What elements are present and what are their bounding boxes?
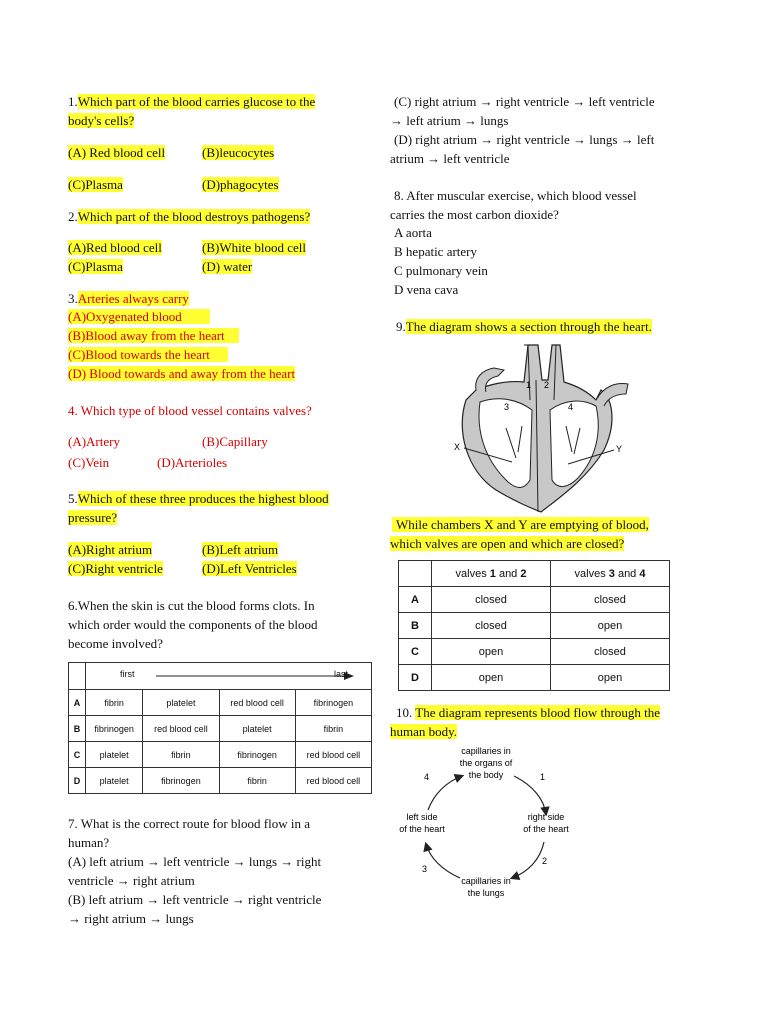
q7-text-2: human? <box>68 835 110 850</box>
q9-header-row <box>399 561 670 587</box>
arrow-label-3: 3 <box>422 864 428 874</box>
q1-line2 <box>68 112 134 129</box>
q4-option-a: (A)Artery <box>68 434 120 449</box>
table-row <box>69 768 372 794</box>
table-cell: fibrinogen <box>86 716 143 742</box>
q8-option-d: D vena cava <box>394 282 459 297</box>
q6-text-2: which order would the components of the blood <box>68 617 318 632</box>
q5-option-c <box>68 560 163 577</box>
q1-a: (A) Red blood cell <box>68 145 166 160</box>
valve-label-2: 2 <box>544 380 550 390</box>
q8-text-2: carries the most carbon dioxide? <box>390 207 559 222</box>
q6-arrow <box>156 671 356 681</box>
chamber-label-y: Y <box>616 444 623 454</box>
table-cell: red blood cell <box>219 690 295 716</box>
q7-option-b-1: (B) left atrium → left ventricle → right ventricle <box>68 892 322 907</box>
header-text: valves <box>574 567 609 580</box>
q8-option-b: B hepatic artery <box>394 244 478 259</box>
q7-option-a-1: (A) left atrium → left ventricle → lungs → right <box>68 854 322 869</box>
table-cell: platelet <box>219 716 295 742</box>
flow-arrow-2 <box>512 842 544 878</box>
q7-option-d-1: (D) right atrium → right ventricle → lungs → left <box>394 132 655 147</box>
q5-d: (D)Left Ventricles <box>202 561 297 576</box>
node-body-capillaries: the body <box>468 770 504 780</box>
q3-c: (C)Blood towards the heart <box>68 347 228 362</box>
row-label: D <box>69 768 86 794</box>
q5-number: 5. <box>68 491 78 506</box>
table-cell: fibrin <box>295 716 371 742</box>
arrow-label-1: 1 <box>540 772 546 782</box>
table-cell: closed <box>551 639 670 665</box>
q3-d: (D) Blood towards and away from the heart <box>68 366 296 381</box>
table-cell: fibrinogen <box>143 768 219 794</box>
arrow-label-2: 2 <box>542 856 548 866</box>
q1-b: (B)leucocytes <box>202 145 275 160</box>
q2-b: (B)White blood cell <box>202 240 306 255</box>
q1-c: (C)Plasma <box>68 177 123 192</box>
q1-option-c <box>68 176 123 193</box>
q10-number: 10. <box>396 705 416 720</box>
q10-text-2: human body. <box>390 724 458 739</box>
q2-option-a <box>68 239 162 256</box>
q10-line1 <box>396 704 660 721</box>
table-cell: closed <box>432 587 551 613</box>
table-cell: open <box>551 665 670 691</box>
row-label: B <box>399 613 432 639</box>
table-row <box>69 716 372 742</box>
table-row <box>399 639 670 665</box>
table-cell: platelet <box>86 742 143 768</box>
table-cell: red blood cell <box>143 716 219 742</box>
table-cell: open <box>551 613 670 639</box>
q9-number: 9. <box>396 319 406 334</box>
q5-option-a <box>68 541 152 558</box>
q5-text-2: pressure? <box>68 510 118 525</box>
q4-text: 4. Which type of blood vessel contains valves? <box>68 403 312 418</box>
node-body-capillaries: the organs of <box>459 758 513 768</box>
node-left-heart: of the heart <box>399 824 445 834</box>
chamber-label-x: X <box>454 442 461 452</box>
q1-option-d <box>202 176 279 193</box>
q1-line1 <box>68 93 315 110</box>
q7-option-b-2: → right atrium → lungs <box>68 911 194 926</box>
node-right-heart: of the heart <box>523 824 569 834</box>
node-body-capillaries: capillaries in <box>461 746 511 756</box>
node-lung-capillaries: the lungs <box>467 888 505 898</box>
q9-line <box>396 318 652 335</box>
blood-flow-cycle-diagram <box>390 740 610 910</box>
q6-header-row <box>69 663 372 690</box>
q3-number: 3. <box>68 291 78 306</box>
node-right-heart: right side <box>527 812 565 822</box>
q6-text-3: become involved? <box>68 636 163 651</box>
row-label: B <box>69 716 86 742</box>
table-row <box>399 613 670 639</box>
q5-b: (B)Left atrium <box>202 542 279 557</box>
table-cell: fibrin <box>143 742 219 768</box>
q6-order-table <box>68 662 372 794</box>
q3-a: (A)Oxygenated blood <box>68 309 210 324</box>
arrow-label-4: 4 <box>424 772 430 782</box>
q5-line1 <box>68 490 329 507</box>
q2-text: Which part of the blood destroys pathogens? <box>77 209 311 224</box>
header-text: and <box>614 567 640 580</box>
q2-c: (C)Plasma <box>68 259 123 274</box>
header-num: 2 <box>520 567 527 580</box>
header-text: valves <box>455 567 490 580</box>
q9-question-text-1: While chambers X and Y are emptying of blood, <box>392 517 649 532</box>
table-row <box>399 665 670 691</box>
q2-option-b <box>202 239 306 256</box>
heart-diagram <box>446 340 646 520</box>
q5-a: (A)Right atrium <box>68 542 153 557</box>
flow-arrow-3 <box>426 844 460 878</box>
q1-option-b <box>202 144 274 161</box>
table-cell: closed <box>551 587 670 613</box>
table-row <box>69 690 372 716</box>
q8-text-1: 8. After muscular exercise, which blood vessel <box>394 188 637 203</box>
row-label: A <box>399 587 432 613</box>
q3-option-a <box>68 308 210 325</box>
header-num: 4 <box>639 567 646 580</box>
q2-option-d <box>202 258 252 275</box>
q5-c: (C)Right ventricle <box>68 561 163 576</box>
q6-text-1: 6.When the skin is cut the blood forms clots. In <box>68 598 315 613</box>
node-left-heart: left side <box>406 812 438 822</box>
q3-text: Arteries always carry <box>77 291 189 306</box>
header-num: 1 <box>489 567 496 580</box>
q9-header-valves-3-4 <box>551 561 670 587</box>
q3-option-b <box>68 327 239 344</box>
q1-option-a <box>68 144 165 161</box>
q3-line <box>68 290 189 307</box>
valve-label-1: 1 <box>526 380 532 390</box>
q7-option-c-1: (C) right atrium → right ventricle → left ventricle <box>394 94 655 109</box>
header-num: 3 <box>608 567 615 580</box>
table-cell: closed <box>432 613 551 639</box>
table-cell: fibrin <box>219 768 295 794</box>
q7-text-1: 7. What is the correct route for blood flow in a <box>68 816 310 831</box>
table-cell: fibrin <box>86 690 143 716</box>
table-cell: fibrinogen <box>295 690 371 716</box>
q4-option-d: (D)Arterioles <box>157 455 228 470</box>
q2-number: 2. <box>68 209 78 224</box>
q5-option-b <box>202 541 278 558</box>
q3-b: (B)Blood away from the heart <box>68 328 239 343</box>
q4-option-b: (B)Capillary <box>202 434 268 449</box>
q6-arrow-header <box>86 663 372 690</box>
q5-option-d <box>202 560 297 577</box>
q1-text-1: Which part of the blood carries glucose to the <box>77 94 316 109</box>
q10-text-1: The diagram represents blood flow through the <box>415 705 661 720</box>
q9-question-2 <box>390 535 624 552</box>
q9-question-text-2: which valves are open and which are closed? <box>390 536 625 551</box>
q2-line <box>68 208 310 225</box>
q3-option-d <box>68 365 295 382</box>
table-cell: open <box>432 639 551 665</box>
q1-text-2: body's cells? <box>68 113 135 128</box>
q6-first-label: first <box>120 669 135 679</box>
q8-option-a: A aorta <box>394 225 432 240</box>
q5-line2 <box>68 509 117 526</box>
header-text: and <box>495 567 521 580</box>
q10-line2 <box>390 723 457 740</box>
q2-option-c <box>68 258 123 275</box>
q7-option-a-2: ventricle → right atrium <box>68 873 195 888</box>
flow-arrow-4 <box>428 776 462 810</box>
table-cell: fibrinogen <box>219 742 295 768</box>
q7-option-d-2: atrium → left ventricle <box>390 151 510 166</box>
q9-text: The diagram shows a section through the heart. <box>405 319 652 334</box>
q2-d: (D) water <box>202 259 253 274</box>
row-label: D <box>399 665 432 691</box>
row-label: C <box>399 639 432 665</box>
node-lung-capillaries: capillaries in <box>461 876 511 886</box>
table-cell: red blood cell <box>295 768 371 794</box>
table-row <box>69 742 372 768</box>
table-cell: red blood cell <box>295 742 371 768</box>
q9-header-valves-1-2 <box>432 561 551 587</box>
q8-option-c: C pulmonary vein <box>394 263 488 278</box>
q1-d: (D)phagocytes <box>202 177 279 192</box>
table-cell: platelet <box>143 690 219 716</box>
q2-a: (A)Red blood cell <box>68 240 162 255</box>
row-label: C <box>69 742 86 768</box>
valve-label-3: 3 <box>504 402 510 412</box>
table-cell: open <box>432 665 551 691</box>
table-row <box>399 587 670 613</box>
q9-question-1 <box>392 516 649 533</box>
row-label: A <box>69 690 86 716</box>
q3-option-c <box>68 346 228 363</box>
q1-number: 1. <box>68 94 78 109</box>
valve-label-4: 4 <box>568 402 574 412</box>
q7-option-c-2: → left atrium → lungs <box>390 113 509 128</box>
table-cell: platelet <box>86 768 143 794</box>
q5-text-1: Which of these three produces the highest blood <box>77 491 329 506</box>
q6-last-label: last <box>334 669 349 679</box>
q9-valves-table <box>398 560 670 691</box>
q4-option-c: (C)Vein <box>68 455 110 470</box>
